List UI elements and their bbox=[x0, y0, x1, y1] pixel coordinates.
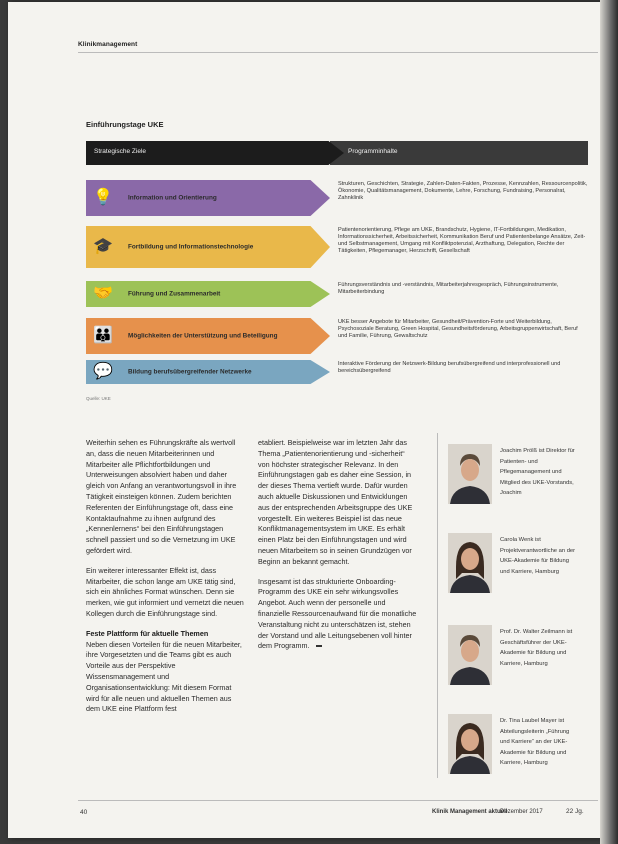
author-photo bbox=[448, 625, 492, 685]
handshake-icon: 🤝 bbox=[93, 285, 113, 302]
author-bio: Joachim Prölß ist Direktor für Patienten- und Pflegemanagement und Mitglied des UKE-Vorstands, Joachim bbox=[500, 448, 575, 497]
row-goal-label: Bildung berufsübergreifender Netzwerke bbox=[128, 368, 252, 376]
author-photo bbox=[448, 714, 492, 774]
author-bio: Dr. Tina Laubel Mayer ist Abteilungsleiterin „Führung und Karriere“ an der UKE-Akademie für Bildung und Karriere, Hamburg bbox=[500, 718, 570, 767]
author-bio: Carola Wenk ist Projektverantwortliche an der UKE-Akademie für Bildung und Karriere, Hamburg bbox=[500, 537, 576, 575]
chat-icon: 💬 bbox=[93, 363, 113, 380]
author-bio: Prof. Dr. Walter Zeilmann ist Geschäftsführer der UKE-Akademie für Bildung und Karriere, Hamburg bbox=[500, 629, 573, 667]
row-program-text: Führungsverständnis und -verständnis, Mitarbeiterjahresgespräch, Führungsinstrumente, Mitarbeiterbindung bbox=[338, 282, 559, 295]
paragraph: Insgesamt ist das strukturierte Onboarding-Programm des UKE ein sehr wirkungsvolles Angebot. Auch wenn der personelle und finanzielle Ressourcenaufwand für die monatliche Veranstaltung nicht zu unterschätzen ist, stehen der Vorstand und alle Leitungsebenen voll hinter dem Programm. bbox=[258, 576, 417, 651]
row-goal-label: Fortbildung und Informationstechnologie bbox=[128, 243, 254, 251]
people-icon: 👪 bbox=[93, 327, 113, 344]
text-column-2 bbox=[258, 438, 418, 652]
figure-title: Einführungstage UKE bbox=[86, 120, 164, 129]
paragraph: etabliert. Beispielweise war im letzten Jahr das Thema „Patientenorientierung und -sicherheit“ von höchster strategischer Relevanz. In den Einführungstagen gab es daher eine Session, in der dieses Thema vertieft wurde. Dafür wurden auch aktuelle Diskussionen und Entwicklungen aus der entsprechenden Arbeitsgruppe des UKE vorgestellt. Ein weiteres Beispiel ist das neue Konfliktmanagementsystem im UKE. Es erhält einen Platz bei den Einführungstagen und wird neuen Mitarbeitern so in seinen Grundzügen vor Beginn an bekannt gemacht. bbox=[258, 438, 413, 566]
row-goal-label: Möglichkeiten der Unterstützung und Beteiligung bbox=[128, 332, 278, 340]
author-photo bbox=[448, 533, 492, 593]
page-number: 40 bbox=[80, 809, 88, 816]
end-mark bbox=[316, 645, 322, 647]
page-spine-shadow bbox=[600, 0, 618, 844]
footer-rule bbox=[78, 800, 598, 801]
author-column-rule bbox=[437, 433, 438, 778]
figure-row bbox=[86, 226, 588, 268]
section-rule bbox=[78, 52, 598, 53]
author-photo bbox=[448, 444, 492, 504]
issue-date: Dezember 2017 bbox=[500, 809, 543, 815]
figure-row bbox=[86, 360, 588, 384]
row-program-text: Strukturen, Geschichten, Strategie, Zahlen-Daten-Fakten, Prozesse, Kennzahlen, Ressourcenpolitik, Ökonomie, Qualitätsmanagement, Dokumente, Lehre, Forschung, Fundraising, Personalrat, Zahnklinik bbox=[338, 181, 588, 201]
journal-name: Klinik Management aktuell bbox=[432, 809, 508, 815]
row-program-text: Interaktive Förderung der Netzwerk-Bildung berufsübergreifend und interprofessionell und bereichsübergreifend bbox=[338, 361, 561, 374]
graduation-cap-icon: 🎓 bbox=[93, 238, 113, 255]
volume-ref: 22 Jg. bbox=[566, 808, 584, 815]
row-goal-label: Führung und Zusammenarbeit bbox=[128, 290, 221, 298]
figure-credit: Quelle: UKE bbox=[86, 396, 111, 401]
program-contents-label: Programminhalte bbox=[348, 148, 398, 155]
paragraph: Neben diesen Vorteilen für die neuen Mitarbeiter, ihre Vorgesetzten und die Teams gibt es auch Vorteile aus der Perspektive Wissensmanagement und Organisationsentwicklung: Mit diesem Format wird für alle neuen und aktuellen Themen aus dem UKE eine Plattform fest bbox=[86, 639, 242, 714]
text-column-1 bbox=[86, 438, 244, 724]
paragraph: Ein weiterer interessanter Effekt ist, dass Mitarbeiter, die schon lange am UKE tätig sind, sich ein ähnliches Format wünschen. Denn sie merken, wie gut informiert und vernetzt die neuen Kollegen durch die Einführungstage sind. bbox=[86, 565, 244, 618]
figure-header-bar bbox=[86, 141, 588, 165]
lightbulb-icon: 💡 bbox=[93, 189, 113, 206]
row-program-text: Patientenorientierung, Pflege am UKE, Brandschutz, Hygiene, IT-Fortbildungen, Medikation, Informationssicherheit, Arbeitssicherheit, Kommunikation Beruf und Patientenbelange Ansätze, Zeit- und Selbstmanagement, Umgang mit Konfliktpotenzial, Arzthaftung, Delegation, Rechte der Tätigkeiten, Pflegemanager, Herzschrift, Gesellschaft bbox=[338, 227, 586, 254]
paragraph: Weiterhin sehen es Führungskräfte als wertvoll an, dass die neuen Mitarbeiterinnen und Mitarbeiter alle Pflichtfortbildungen und Unterweisungen absolviert haben und daher gleich von Anfang an verantwortungsvoll in ihre Tätigkeit einsteigen können. Zudem berichten Referenten der Einführungstage oft, dass eine Kontaktaufnahme zu ihnen aufgrund des „Kennenlernens“ bei den Einführungstagen schnell passiert und so die Vernetzung im UKE gefördert wird. bbox=[86, 438, 237, 555]
figure-row bbox=[86, 180, 588, 216]
section-header: Klinikmanagement bbox=[78, 41, 138, 48]
row-program-text: UKE besser Angebote für Mitarbeiter, Gesundheit/Prävention-Forte und Weiterbildung, Psychosoziale Beratung, Green Hospital, Gesundheitsförderung, Arbeitsgruppenwirtschaft, Beruf und Familie, Führung, Gewaltschutz bbox=[338, 319, 578, 339]
subheading: Feste Plattform für aktuelle Themen bbox=[86, 628, 209, 638]
row-goal-label: Information und Orientierung bbox=[128, 194, 217, 202]
figure-row bbox=[86, 318, 588, 354]
figure-row bbox=[86, 281, 588, 307]
strategic-goals-label: Strategische Ziele bbox=[94, 148, 147, 155]
